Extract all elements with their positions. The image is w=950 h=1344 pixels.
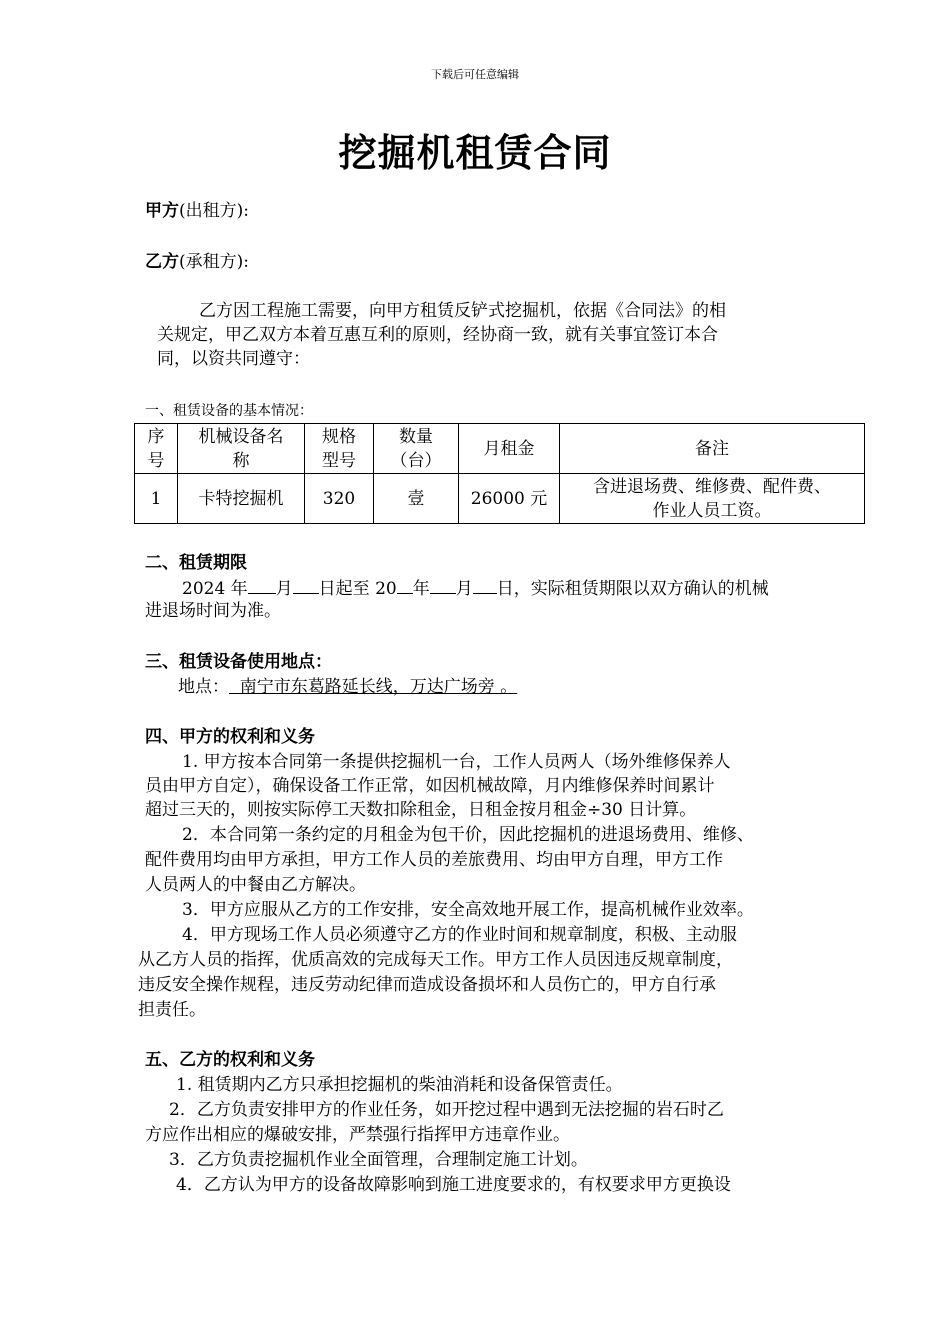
section4-line: 人员两人的中餐由乙方解决。 (145, 875, 366, 895)
location-label: 地点： (178, 677, 229, 697)
section2-line-1: 2024 年 月 日起至 20 年 月 日，实际租赁期限以双方确认的机械 (182, 575, 769, 601)
cell-remark: 含进退场费、维修费、配件费、 作业人员工资。 (560, 474, 865, 524)
section4-line: 从乙方人员的指挥，优质高效的完成每天工作。甲方工作人员因违反规章制度， (138, 950, 733, 970)
cell-spec: 320 (305, 474, 374, 524)
intro-line-2: 关规定，甲乙双方本着互惠互利的原则，经协商一致，就有关事宜签订本合 (157, 325, 718, 345)
header-cell-no: 序 号 (135, 424, 178, 474)
section3-heading: 三、租赁设备使用地点： (145, 652, 332, 672)
section4-line: 配件费用均由甲方承担，甲方工作人员的差旅费用、均由甲方自理，甲方工作 (145, 850, 723, 870)
party-b-label: 乙方 (145, 252, 179, 272)
table-row (135, 474, 865, 524)
section4-line: 员由甲方自定），确保设备工作正常，如因机械故障，月内维修保养时间累计 (145, 776, 715, 796)
header-cell-remark: 备注 (560, 424, 865, 474)
table-header-row (135, 424, 865, 474)
section4-line: 4．甲方现场工作人员必须遵守乙方的作业时间和规章制度，积极、主动服 (182, 925, 737, 945)
page-title: 挖掘机租赁合同 (338, 131, 612, 175)
party-a-suffix: (出租方): (179, 201, 249, 221)
header-cell-spec: 规格 型号 (305, 424, 374, 474)
cell-rent: 26000 元 (459, 474, 560, 524)
equipment-table (134, 423, 865, 524)
location-value: 南宁市东葛路延长线，万达广场旁 。 (229, 677, 518, 697)
section2-heading: 二、租赁期限 (145, 553, 247, 573)
header-cell-rent: 月租金 (459, 424, 560, 474)
section4-line: 担责任。 (138, 1000, 206, 1020)
section5-line: 1. 租赁期内乙方只承担挖掘机的柴油消耗和设备保管责任。 (176, 1075, 623, 1095)
header-cell-qty: 数量 （台） (374, 424, 459, 474)
section3-location (178, 675, 517, 699)
party-b-suffix: (承租方): (179, 252, 249, 272)
section4-line: 违反安全操作规程，违反劳动纪律而造成设备损坏和人员伤亡的，甲方自行承 (138, 975, 716, 995)
section4-heading: 四、甲方的权利和义务 (145, 727, 315, 747)
cell-qty: 壹 (374, 474, 459, 524)
intro-line-1: 乙方因工程施工需要，向甲方租赁反铲式挖掘机，依据《合同法》的相 (199, 301, 726, 321)
section4-line: 2．本合同第一条约定的月租金为包干价，因此挖掘机的进退场费用、维修、 (182, 825, 754, 845)
intro-line-3: 同，以资共同遵守： (157, 349, 310, 369)
section1-heading: 一、租赁设备的基本情况： (145, 403, 313, 419)
section2-line-2: 进退场时间为准。 (145, 601, 281, 621)
section5-line: 3．乙方负责挖掘机作业全面管理，合理制定施工计划。 (169, 1150, 588, 1170)
header-cell-name: 机械设备名 称 (178, 424, 305, 474)
cell-no: 1 (135, 474, 178, 524)
header-note: 下载后可任意编辑 (431, 68, 519, 81)
section5-line: 4．乙方认为甲方的设备故障影响到施工进度要求的，有权要求甲方更换设 (176, 1175, 731, 1195)
section4-line: 3．甲方应服从乙方的工作安排，安全高效地开展工作，提高机械作业效率。 (182, 900, 754, 920)
section5-line: 2．乙方负责安排甲方的作业任务，如开挖过程中遇到无法挖掘的岩石时乙 (169, 1100, 724, 1120)
party-a-label: 甲方 (145, 201, 179, 221)
party-a-line (145, 199, 249, 223)
section5-heading: 五、乙方的权利和义务 (145, 1050, 315, 1070)
section4-line: 1. 甲方按本合同第一条提供挖掘机一台，工作人员两人（场外维修保养人 (182, 752, 731, 772)
section4-line: 超过三天的，则按实际停工天数扣除租金，日租金按月租金÷30 日计算。 (145, 800, 697, 820)
cell-name: 卡特挖掘机 (178, 474, 305, 524)
section5-line: 方应作出相应的爆破安排，严禁强行指挥甲方违章作业。 (145, 1125, 570, 1145)
party-b-line (145, 250, 249, 274)
